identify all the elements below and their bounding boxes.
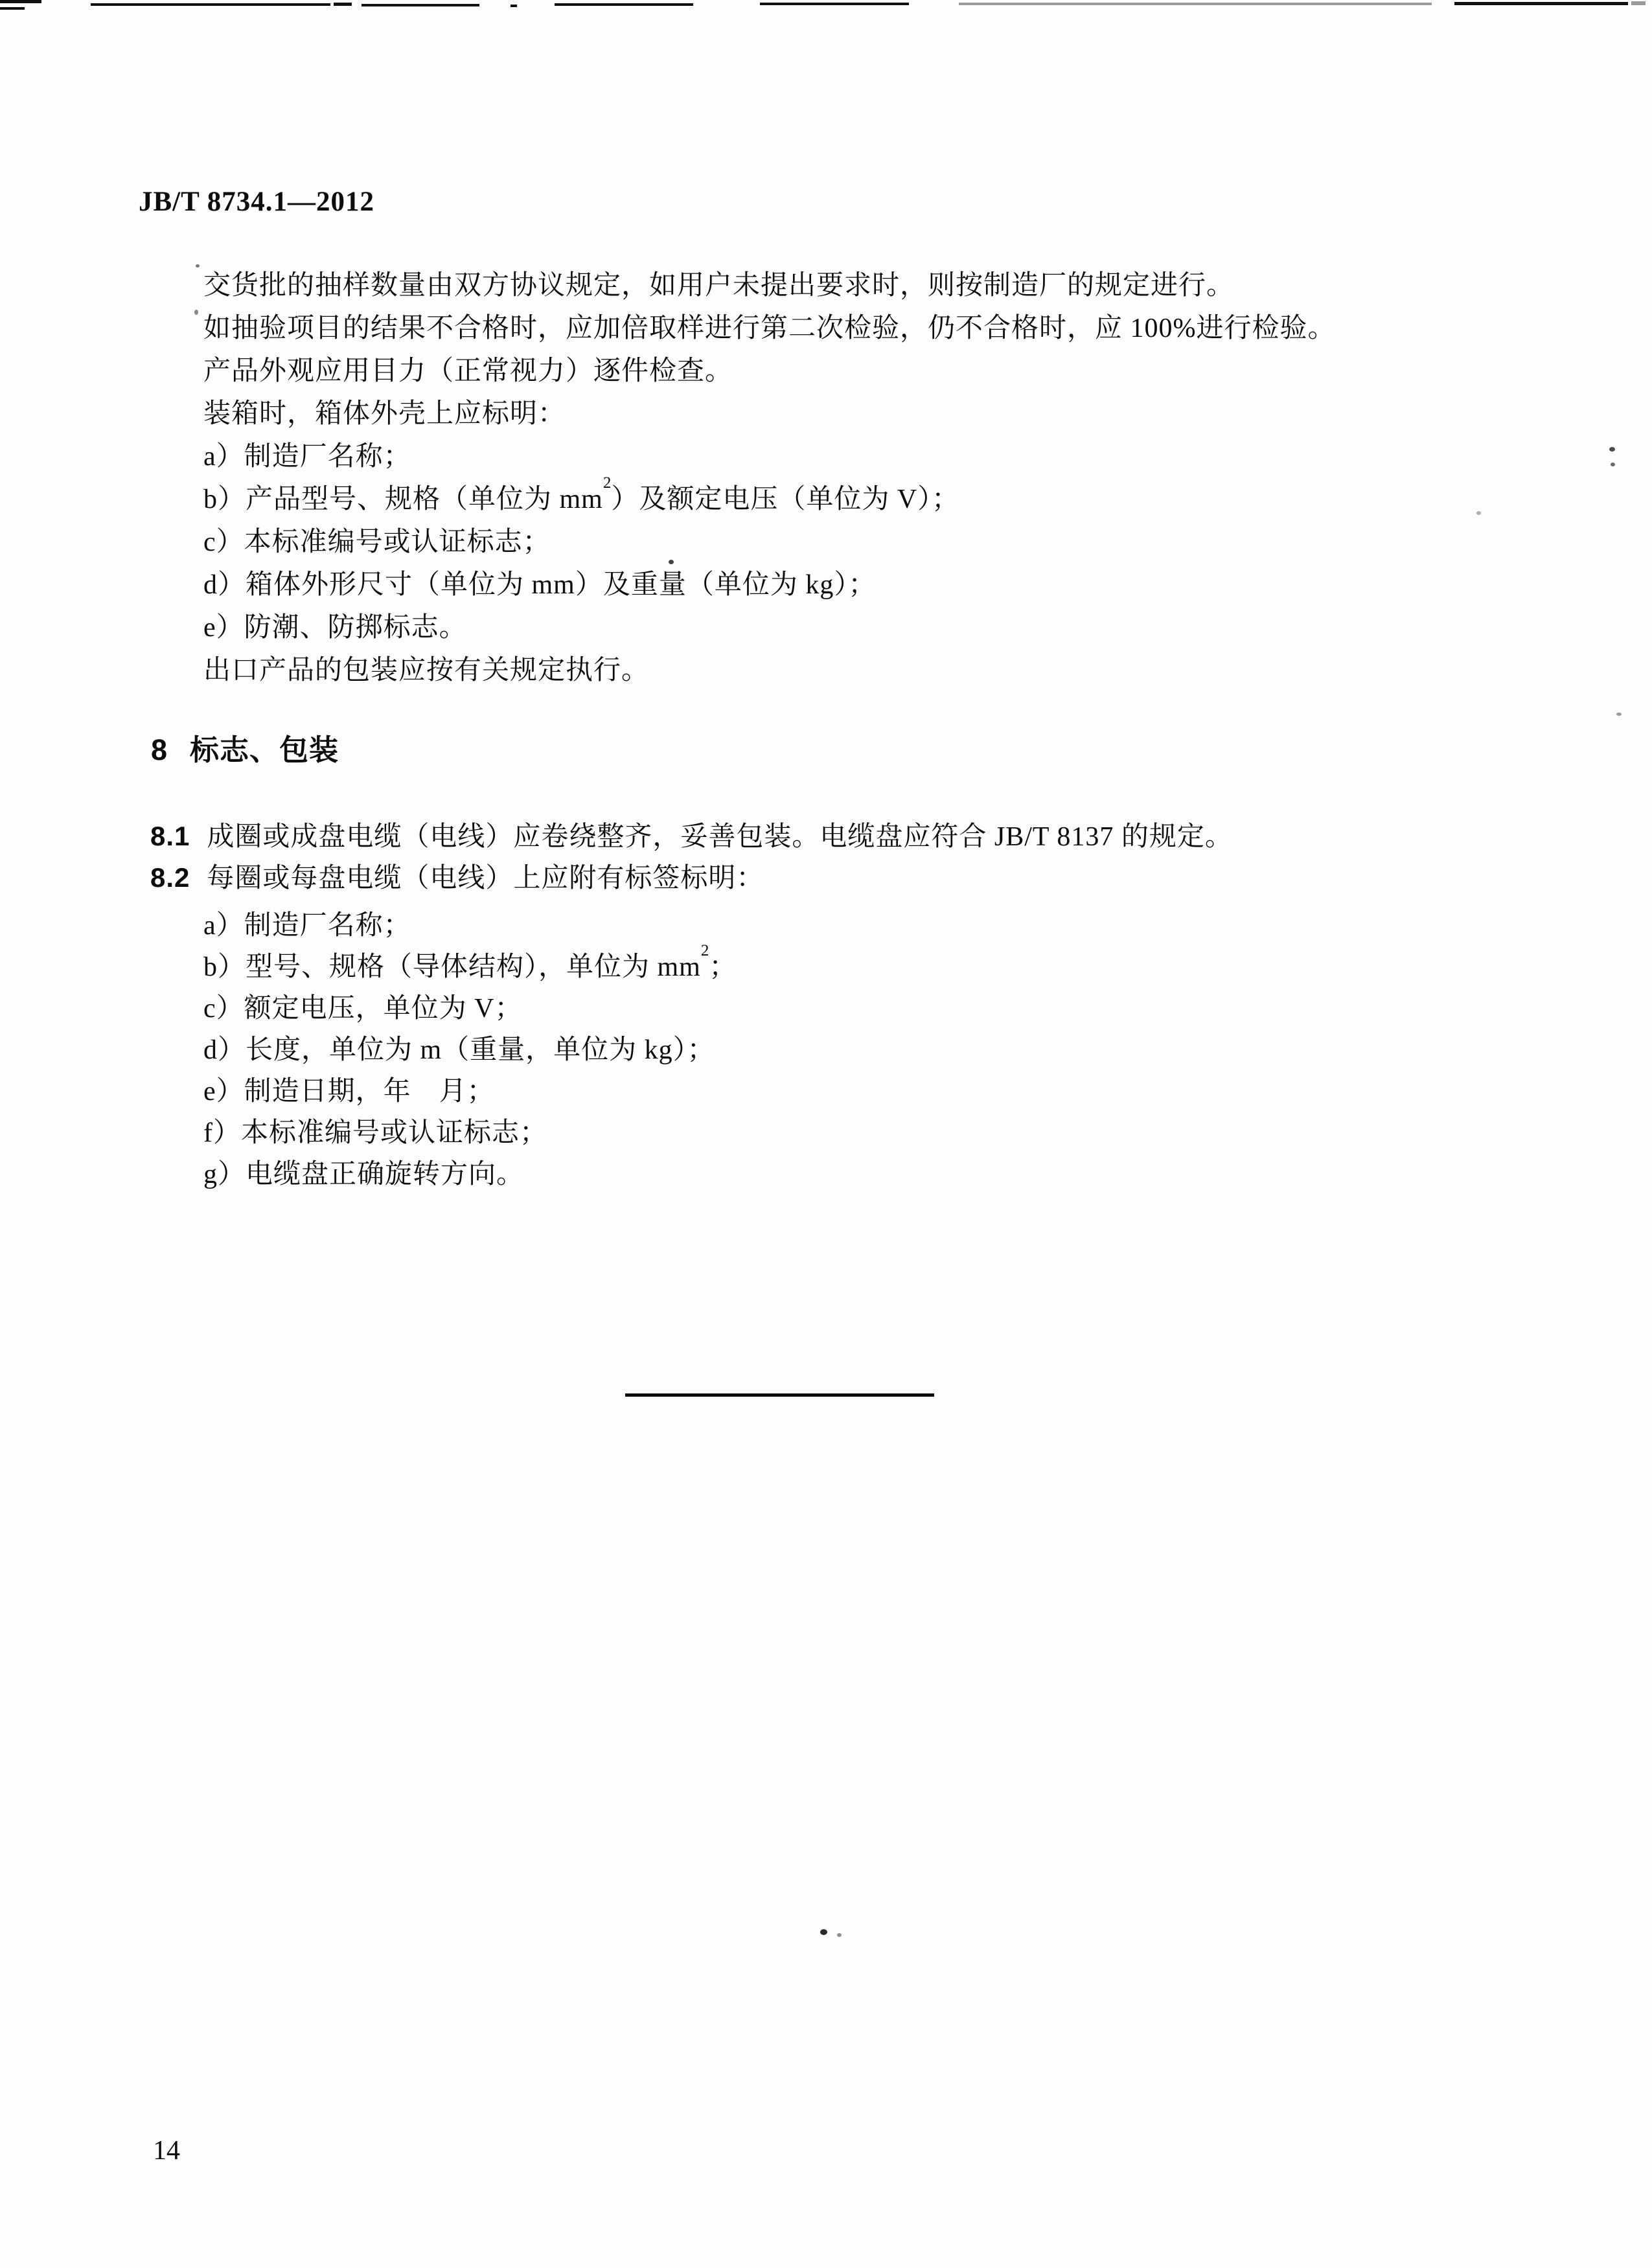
paragraph-line: 出口产品的包装应按有关规定执行。 xyxy=(203,656,650,685)
section-heading xyxy=(151,733,339,767)
superscript: 2 xyxy=(700,942,709,959)
clause-number: 8.1 xyxy=(150,821,190,851)
scan-speck xyxy=(194,310,198,315)
scan-artifact xyxy=(1631,1,1646,5)
list-item xyxy=(203,569,876,601)
paragraph-line: 如抽验项目的结果不合格时，应加倍取样进行第二次检验，仍不合格时，应 100%进行检验。 xyxy=(203,314,1336,343)
list-item xyxy=(203,474,960,516)
list-item-text: d）长度，单位为 m（重量，单位为 kg）； xyxy=(203,1035,715,1065)
scan-artifact xyxy=(555,3,693,6)
paragraph-line: 产品外观应用目力（正常视力）逐件检查。 xyxy=(203,356,733,386)
section-number: 8 xyxy=(151,733,168,766)
clause-text: 每圈或每盘电缆（电线）上应附有标签标明： xyxy=(207,864,764,893)
doc-number: JB/T 8734.1—2012 xyxy=(139,187,375,217)
end-divider-rule xyxy=(625,1393,934,1397)
scan-speck xyxy=(1476,511,1481,515)
list-item xyxy=(203,441,411,473)
scan-speck xyxy=(837,1933,842,1937)
list-item xyxy=(203,1158,524,1191)
page-number: 14 xyxy=(153,2136,180,2166)
scan-artifact xyxy=(760,3,909,5)
scan-speck xyxy=(1609,447,1615,452)
clause-8-1 xyxy=(150,820,1233,853)
list-item-text: e）防潮、防掷标志。 xyxy=(203,613,467,643)
clause-number: 8.2 xyxy=(150,862,190,893)
list-item xyxy=(203,526,551,558)
scan-artifact xyxy=(361,4,479,6)
list-item xyxy=(203,1117,547,1149)
list-item xyxy=(203,1034,715,1066)
scan-speck xyxy=(1611,463,1615,466)
scan-speck xyxy=(669,560,674,564)
scan-artifact xyxy=(1454,2,1628,5)
scan-artifact xyxy=(0,0,41,3)
scan-speck xyxy=(1616,713,1622,716)
list-item xyxy=(203,910,411,942)
superscript: 2 xyxy=(602,474,612,492)
list-item xyxy=(203,992,522,1025)
section-title: 标志、包装 xyxy=(190,733,339,766)
list-item-text: b）型号、规格（导体结构），单位为 mm xyxy=(203,952,701,982)
scan-artifact xyxy=(334,3,352,6)
scan-artifact xyxy=(0,7,25,10)
clause-8-2 xyxy=(150,862,764,895)
scan-speck xyxy=(820,1929,827,1935)
scan-artifact xyxy=(511,5,517,7)
list-item-text: d）箱体外形尺寸（单位为 mm）及重量（单位为 kg）； xyxy=(203,570,877,600)
list-item xyxy=(203,1075,495,1108)
scan-artifact xyxy=(91,3,330,6)
list-item-text: c）额定电压，单位为 V； xyxy=(203,994,523,1024)
clause-text: 成圈或成盘电缆（电线）应卷绕整齐，妥善包装。电缆盘应符合 JB/T 8137 的规定。 xyxy=(207,822,1233,852)
list-item xyxy=(203,942,737,983)
list-item-text: e）制造日期，年 月； xyxy=(203,1077,495,1106)
scan-speck xyxy=(196,264,200,268)
list-item-text: ）及额定电压（单位为 V）； xyxy=(611,485,960,514)
list-item-text: ； xyxy=(709,952,737,982)
list-item-text: f）本标准编号或认证标志； xyxy=(203,1118,547,1148)
list-item-text: c）本标准编号或认证标志； xyxy=(203,527,551,557)
list-item-text: a）制造厂名称； xyxy=(203,442,411,472)
list-item xyxy=(203,612,467,644)
list-item-text: g）电缆盘正确旋转方向。 xyxy=(203,1160,525,1189)
paragraph-line: 装箱时，箱体外壳上应标明： xyxy=(203,399,566,429)
scan-artifact xyxy=(959,3,1432,5)
list-item-text: b）产品型号、规格（单位为 mm xyxy=(203,485,603,514)
list-item-text: a）制造厂名称； xyxy=(203,911,411,941)
paragraph-line: 交货批的抽样数量由双方协议规定，如用户未提出要求时，则按制造厂的规定进行。 xyxy=(203,271,1235,301)
